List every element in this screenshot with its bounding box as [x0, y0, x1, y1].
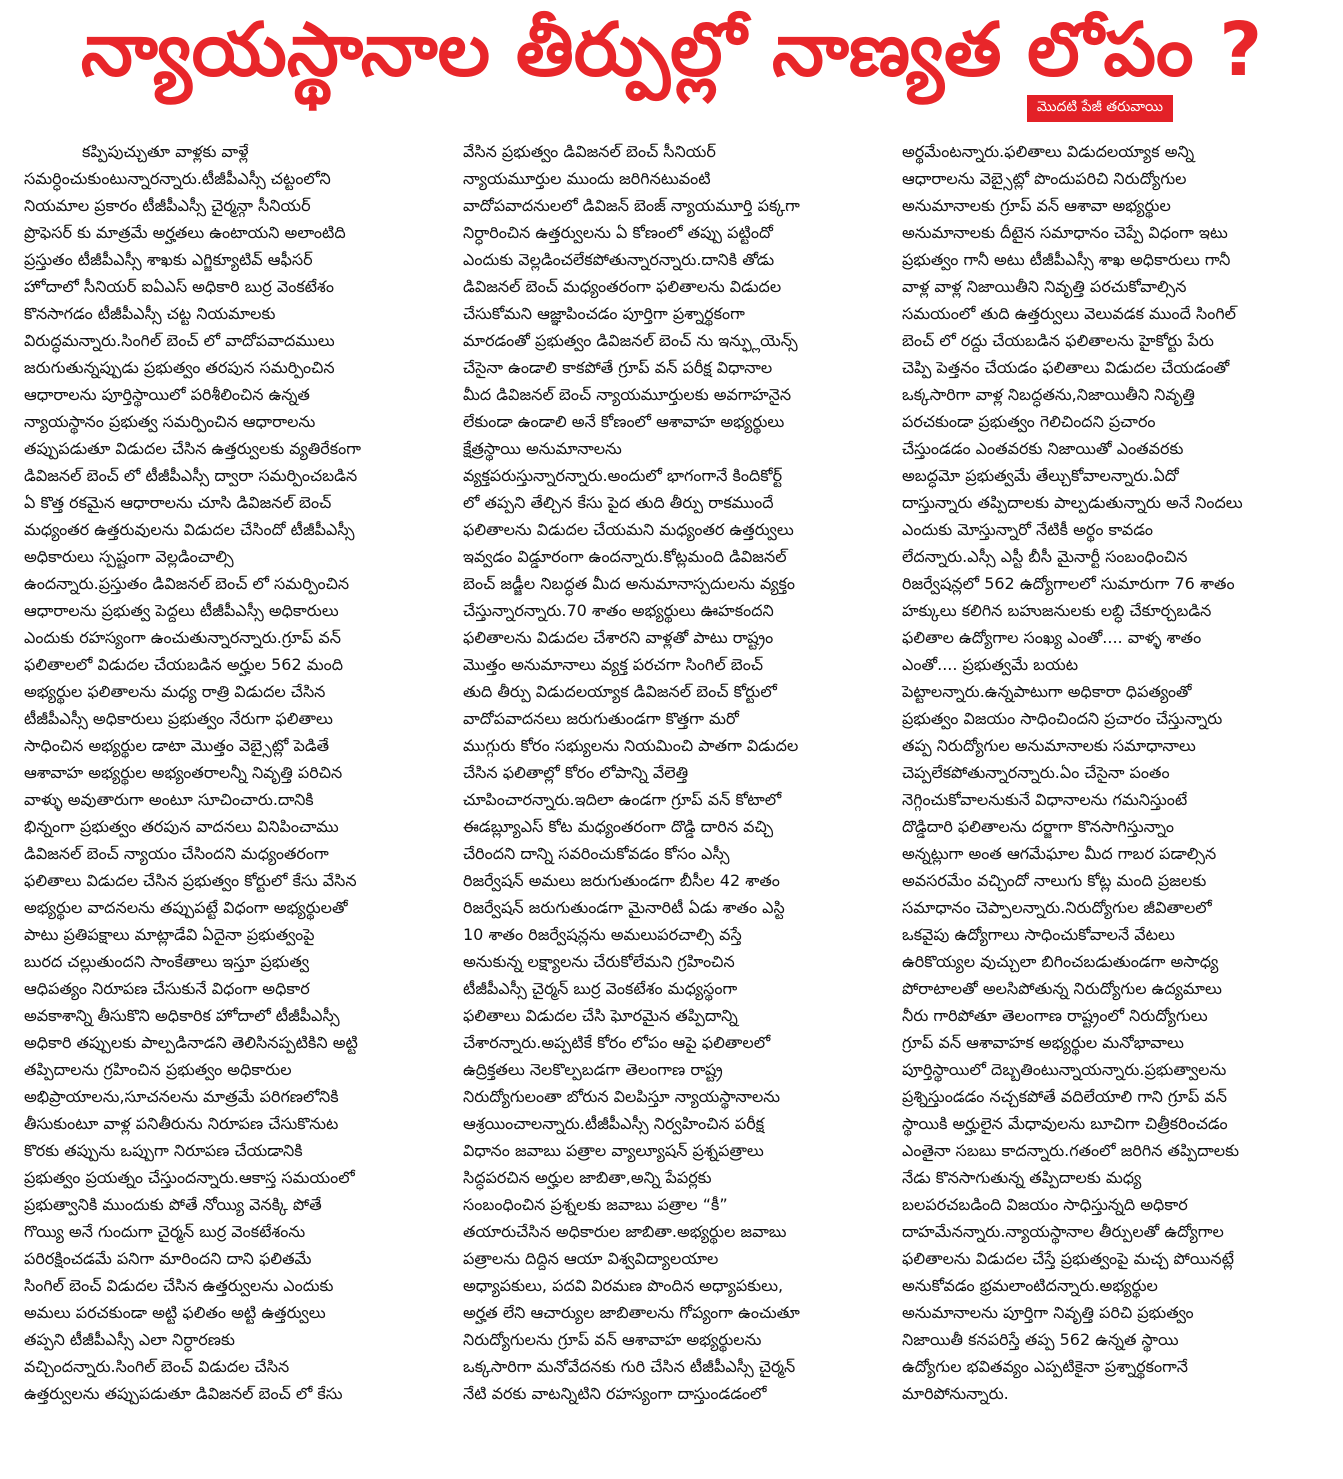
article-text-line: రిజర్వేషన్ జరుగుతుండగా మైనారిటీ ఏడు శాతం ఎస్టి [463, 898, 785, 918]
article-text-line: సమయంలో తుది ఉత్తర్వులు వెలువడక ముందే సింగిల్ [902, 304, 1237, 324]
article-text-line: అనుమానాలకు గ్రూప్ వన్ ఆశావా అభ్యర్థుల [902, 196, 1171, 216]
article-text-line: ప్రస్తుతం టీజీపీఎస్సీ శాఖకు ఎగ్జిక్యూటివ్ ఆఫీసర్ [24, 250, 313, 270]
article-text-line: తప్పుపడుతూ విడుదల చేసిన ఉత్తర్వులకు వ్యతిరేకంగా [24, 439, 361, 459]
article-text-line: చేరిందని దాన్ని సవరించుకోవడం కోసం ఎస్సీ [463, 844, 730, 864]
article-text-line: ఫలితాలు విడుదల చేసిన ప్రభుత్వం కోర్టులో కేసు వేసిన [24, 871, 357, 891]
article-text-line: తప్పిదాలను గ్రహించిన ప్రభుత్వం అధికారుల [24, 1060, 292, 1080]
article-text-line: ప్రశ్నిస్తుండడం నచ్చకపోతే వదిలేయాలి గాని గ్రూప్ వన్ [902, 1087, 1228, 1107]
article-text-line: చూపించారన్నారు.ఇదిలా ఉండగా గ్రూప్ వన్ కోటాలో [463, 790, 782, 810]
article-text-line: బెంచ్ జడ్జీల నిబద్ధత మీద అనుమానాస్పదులను వ్యక్తం [463, 574, 796, 594]
article-text-line: తుది తీర్పు విడుదలయ్యాక డివిజనల్ బెంచ్ కోర్టులో [463, 682, 777, 702]
article-text-line: ఉందన్నారు.ప్రస్తుతం డివిజనల్ బెంచ్ లో సమర్పించిన [24, 574, 350, 594]
article-text-line: ఫలితాలను విడుదల చేశారని వాళ్లతో పాటు రాష్ట్రం [463, 628, 774, 648]
article-text-line: అనుమానాలను పూర్తిగా నివృత్తి పరిచి ప్రభుత్వం [902, 1303, 1194, 1323]
article-text-line: సంబంధించిన ప్రశ్నలకు జవాబు పత్రాల “కీ” [463, 1195, 728, 1215]
article-text-line: పరచకుండా ప్రభుత్వం గెలిచిందని ప్రచారం [902, 412, 1156, 432]
article-text-line: ఆధారాలను వెబ్సైట్లో పొందుపరిచి నిరుద్యోగుల [902, 169, 1187, 189]
article-text-line: ఉద్యోగుల భవితవ్యం ఎప్పటికైనా ప్రశ్నార్థకంగానే [902, 1357, 1189, 1377]
article-text-line: ఒక్కసారిగా మనోవేదనకు గురి చేసిన టీజీపీఎస్సీ చైర్మన్ [463, 1357, 796, 1377]
article-text-line: ప్రభుత్వం విజయం సాధించిందని ప్రచారం చేస్తున్నారు [902, 709, 1223, 729]
article-text-line: ఒక్కసారిగా వాళ్ల నిబద్ధతను,నిజాయితీని నివృత్తి [902, 385, 1195, 405]
article-text-line: కొరకు తప్పును ఒప్పుగా నిరూపణ చేయడానికి [24, 1141, 303, 1161]
article-text-line: వాదోపవాదనులలో డివిజన్ బెంజ్ న్యాయమూర్తి పక్కగా [463, 196, 800, 216]
article-text-line: మీద డివిజనల్ బెంచ్ న్యాయమూర్తులకు అవగాహనైన [463, 385, 792, 405]
article-text-line: అభ్యర్థుల వాదనలను తప్పుపట్టే విధంగా అభ్యర్థులతో [24, 898, 348, 918]
article-text-line: ఒకవైపు ఉద్యోగాలు సాధించుకోవాలనే వేటలు [902, 925, 1175, 945]
article-text-line: తప్ప నిరుద్యోగుల అనుమానాలకు సమాధానాలు [902, 736, 1196, 756]
article-text-line: ఉత్తర్వులను తప్పుపడుతూ డివిజనల్ బెంచ్ లో కేసు [24, 1384, 343, 1404]
article-text-line: డివిజనల్ బెంచ్ న్యాయం చేసిందని మధ్యంతరంగా [24, 844, 329, 864]
article-text-line: ముగ్గురు కోరం సభ్యులను నియమించి పాతగా విడుదల [463, 736, 799, 756]
article-text-line: పాటు ప్రతిపక్షాలు మాట్లాడేవి ఏదైనా ప్రభుత్వంపై [24, 925, 315, 945]
article-text-line: ఎంతో.... ప్రభుత్వమే బయట [902, 655, 1079, 675]
article-text-line: ఫలితాలను విడుదల చేస్తే ప్రభుత్వంపై మచ్చ పోయినట్లే [902, 1249, 1234, 1269]
article-text-line: బెంచ్ లో రద్దు చేయబడిన ఫలితాలను హైకోర్టు పేరు [902, 331, 1214, 351]
article-text-line: చేశారన్నారు.అప్పటికే కోరం లోపం ఆపై ఫలితాలలో [463, 1033, 771, 1053]
article-text-line: తయారుచేసిన అధికారుల జాబితా.అభ్యర్థుల జవాబు [463, 1222, 787, 1242]
article-text-line: సిద్ధపరచిన అర్హుల జాబితా,అన్ని పేపర్లకు [463, 1168, 712, 1188]
article-text-line: నియమాల ప్రకారం టీజీపీఎస్సీ చైర్మన్గా సీనియర్ [24, 196, 311, 216]
article-text-line: దాహమేనన్నారు.న్యాయస్థానాల తీర్పులతో ఉద్యోగాల [902, 1222, 1224, 1242]
article-text-line: చేస్తున్నారన్నారు.70 శాతం అభ్యర్థులు ఊహకందని [463, 601, 774, 621]
article-text-line: విరుద్ధమన్నారు.సింగిల్ బెంచ్ లో వాదోపవాదములు [24, 331, 335, 351]
article-text-line: ఎందుకు మోస్తున్నారో నేటికీ అర్థం కావడం [902, 520, 1154, 540]
article-text-line: అర్థమేంటన్నారు.ఫలితాలు విడుదలయ్యాక అన్ని [902, 142, 1195, 162]
article-column-1 [24, 138, 441, 1407]
article-text-line: వాళ్ళు అవుతారుగా అంటూ సూచించారు.దానికి [24, 790, 314, 810]
article-text-line: నీరు గారిపోతూ తెలంగాణ రాష్ట్రంలో నిరుద్యోగులు [902, 1006, 1208, 1026]
article-text-line: వాళ్ల వాళ్ల నిజాయితీని నివృత్తి పరచుకోవాల్సిన [902, 277, 1187, 297]
article-text-line: ప్రభుత్వం గానీ అటు టీజీపీఎస్సీ శాఖ అధికారులు గానీ [902, 250, 1231, 270]
article-text-line: చెప్పలేకపోతున్నారన్నారు.ఏం చేసైనా పంతం [902, 763, 1170, 783]
article-text-line: వాదోపవాదనలు జరుగుతుండగా కొత్తగా మరో [463, 709, 739, 729]
badge-row [24, 95, 1319, 122]
article-text-line: పరిరక్షించడమే పనిగా మారిందని దాని ఫలితమే [24, 1249, 312, 1269]
article-text-line: సింగిల్ బెంచ్ విడుదల చేసిన ఉత్తర్వులను ఎందుకు [24, 1276, 334, 1296]
article-text-line: నిరుద్యోగులను గ్రూప్ వన్ ఆశావాహ అభ్యర్థులను [463, 1330, 762, 1350]
article-text-line: స్థాయికి అర్హులైన మేధావులను బూచిగా చిత్రీకరించడం [902, 1114, 1228, 1134]
article-text-line: మొత్తం అనుమానాలు వ్యక్త పరచగా సింగిల్ బెంచ్ [463, 655, 764, 675]
article-text-line: న్యాయస్థానం ప్రభుత్వ సమర్పించిన ఆధారాలను [24, 412, 316, 432]
article-column-2 [463, 138, 880, 1407]
article-text-line: దాస్తున్నారు తప్పిదాలకు పాల్పడుతున్నారు అనే నిందలు [902, 493, 1243, 513]
article-text-line: రిజర్వేషన్లలో 562 ఉద్యోగాలలో సుమారుగా 76 శాతం [902, 574, 1235, 594]
article-text-line: బలపరచబడింది విజయం సాధిస్తున్నది అధికార [902, 1195, 1188, 1215]
article-text-line: ఎందుకు రహస్యంగా ఉంచుతున్నారన్నారు.గ్రూప్ వన్ [24, 628, 341, 648]
article-text-line: నెగ్గించుకోవాలనుకునే విధానాలను గమనిస్తుంటే [902, 790, 1188, 810]
article-text-line: పోరాటాలతో అలసిపోతున్న నిరుద్యోగుల ఉద్యమాలు [902, 979, 1222, 999]
article-text-line: అనుమానాలకు దీటైన సమాధానం చెప్పే విధంగా ఇటు [902, 223, 1228, 243]
article-text-line: అధికారి తప్పులకు పాల్పడినాడని తెలిసినప్పటికిని అట్టి [24, 1033, 358, 1053]
article-text-line: ఈడబ్ల్యూఎస్ కోట మధ్యంతరంగా దొడ్డి దారిన వచ్చి [463, 817, 774, 837]
article-text-line: చేసుకోమని ఆజ్ఞాపించడం పూర్తిగా ప్రశ్నార్థకంగా [463, 304, 745, 324]
article-column-3 [902, 138, 1319, 1407]
article-text-line: టీజీపీఎస్సీ చైర్మన్ బుర్ర వెంకటేశం మధ్యస్థంగా [463, 979, 738, 999]
article-text-line: వ్యక్తపరుస్తున్నారన్నారు.అందులో భాగంగానే కిందికోర్ట్ [463, 466, 783, 486]
article-text-line: రిజర్వేషన్ అమలు జరుగుతుండగా బీసీల 42 శాతం [463, 871, 780, 891]
article-text-line: చేసిన ఫలితాల్లో కోరం లోపాన్ని వేలెత్తి [463, 763, 689, 783]
article-body [24, 138, 1319, 1407]
article-text-line: క్షేత్రస్థాయి అనుమానాలను [463, 439, 622, 459]
article-text-line: అన్నట్లుగా అంత ఆగమేఘాల మీద గాబర పడాల్సిన [902, 844, 1217, 864]
article-text-line: అనుకోవడం భ్రమలాంటిదన్నారు.అభ్యర్థుల [902, 1276, 1158, 1296]
article-text-line: గొయ్యి అనే గుందుగా చైర్మన్ బుర్ర వెంకటేశంను [24, 1222, 306, 1242]
article-text-line: ఉద్రిక్తతలు నెలకొల్పబడగా తెలంగాణ రాష్ట్ర [463, 1060, 723, 1080]
article-text-line: అనుకున్న లక్ష్యాలను చేరుకోలేమని గ్రహించిన [463, 952, 735, 972]
article-text-line: ప్రభుత్వానికి ముందుకు పోతే నోయ్యి వెనక్కి పోతే [24, 1195, 322, 1215]
article-text-line: ప్రభుత్వం ప్రయత్నం చేస్తుందన్నారు.ఆకాస్త సమయంలో [24, 1168, 355, 1188]
article-text-line: అర్హత లేని ఆచార్యుల జాబితాలను గోప్యంగా ఉంచుతూ [463, 1303, 800, 1323]
article-text-line: అభ్యర్థుల ఫలితాలను మధ్య రాత్రి విడుదల చేసిన [24, 682, 326, 702]
article-text-line: మధ్యంతర ఉత్తరువులను విడుదల చేసిందో టీజీపీఎస్సీ [24, 520, 355, 540]
article-text-line: తీసుకుంటూ వాళ్ల పనితీరును నిరూపణ చేసుకొనుట [24, 1114, 339, 1134]
article-text-line: ఫలితాల ఉద్యోగాల సంఖ్య ఎంతో.... వాళ్ళ శాతం [902, 628, 1202, 648]
article-text-line: ఆశావాహ అభ్యర్థుల అభ్యంతరాలన్నీ నివృత్తి పరిచిన [24, 763, 343, 783]
headline: న్యాయస్థానాల తీర్పుల్లో నాణ్యత లోపం ? [80, 7, 1263, 93]
article-text-line: నేటి వరకు వాటన్నిటిని రహస్యంగా దాస్తుండడంలో [463, 1384, 767, 1404]
article-text-line: ఆశ్రయించాలన్నారు.టీజీపీఎస్సీ నిర్వహించిన పరీక్ష [463, 1114, 765, 1134]
article-text-line: ప్రొఫెసర్ కు మాత్రమే అర్హతలు ఉంటాయని అలాంటిది [24, 223, 346, 243]
article-text-line: ఉరికొయ్యల వుచ్చులా బిగించబడుతుండగా అసాధ్య [902, 952, 1219, 972]
article-text-line: వచ్చిందన్నారు.సింగిల్ బెంచ్ విడుదల చేసిన [24, 1357, 290, 1377]
article-text-line: దొడ్డిదారి ఫలితాలను దర్జాగా కొనసాగిస్తున్నాం [902, 817, 1174, 837]
article-text-line: తప్పని టీజీపీఎస్సీ ఎలా నిర్ధారణకు [24, 1330, 235, 1350]
article-text-line: పెట్టాలన్నారు.ఉన్నపాటుగా అధికారా ధిపత్యంతో [902, 682, 1192, 702]
article-text-line: కప్పిపుచ్చుతూ వాళ్లకు వాళ్లే [82, 142, 249, 162]
article-text-line: విధానం జవాబు పత్రాల వ్యాల్యూషన్ ప్రశ్నపత్రాలు [463, 1141, 764, 1161]
article-text-line: బురద చల్లుతుందని సాంకేతాలు ఇస్తూ ప్రభుత్వ [24, 952, 310, 972]
article-text-line: చేస్తుండడం ఎంతవరకు నిజాయితో ఎంతవరకు [902, 439, 1184, 459]
article-text-line: ఎంతైనా సబబు కాదన్నారు.గతంలో జరిగిన తప్పిదాలకు [902, 1141, 1240, 1161]
continued-from-front-page-badge: మొదటి పేజీ తరువాయి [1027, 95, 1173, 122]
article-text-line: గ్రూప్ వన్ ఆశావాహక అభ్యర్థుల మనోభావాలు [902, 1033, 1184, 1053]
article-text-line: లేకుండా ఉండాలి అనే కోణంలో ఆశావాహ అభ్యర్థులు [463, 412, 785, 432]
article-text-line: అమలు పరచకుండా అట్టి ఫలితం అట్టి ఉత్తర్వులు [24, 1303, 326, 1323]
article-text-line: నిజాయితీ కనపరిస్తే తప్ప 562 ఉన్నత స్థాయి [902, 1330, 1179, 1350]
article-text-line: ఆధారాలను ప్రభుత్వ పెద్దలు టీజీపీఎస్సీ అధికారులు [24, 601, 339, 621]
article-text-line: న్యాయమూర్తుల ముందు జరిగినటువంటి [463, 169, 711, 189]
article-text-line: పూర్తిస్థాయిలో దెబ్బతింటున్నాయన్నారు.ప్రభుత్వాలను [902, 1060, 1227, 1080]
article-text-line: చేసైనా ఉండాలి కాకపోతే గ్రూప్ వన్ పరీక్ష విధానాల [463, 358, 773, 378]
article-text-line: నిరుద్యోగులంతా బోరున విలపిస్తూ న్యాయస్థానాలను [463, 1087, 781, 1107]
article-text-line: సమాధానం చెప్పాలన్నారు.నిరుద్యోగుల జీవితాలలో [902, 898, 1212, 918]
article-text-line: డివిజనల్ బెంచ్ లో టీజీపీఎస్సీ ద్వారా సమర్పించబడిన [24, 466, 358, 486]
article-text-line: మారిపోనున్నారు. [902, 1384, 1009, 1404]
article-text-line: లేదన్నారు.ఎస్సీ ఎస్టీ బీసీ మైనార్టీ సంబంధించిన [902, 547, 1188, 567]
article-text-line: ఆధిపత్యం నిరూపణ చేసుకునే విధంగా అధికార [24, 979, 310, 999]
article-text-line: అధ్యాపకులు, పదవి విరమణ పొందిన అధ్యాపకులు, [463, 1276, 784, 1296]
article-text-line: 10 శాతం రిజర్వేషన్లను అమలుపరచాల్సి వస్తే [463, 925, 742, 945]
article-text-line: అవసరమేం వచ్చిందో నాలుగు కోట్ల మంది ప్రజలకు [902, 871, 1207, 891]
article-text-line: అవకాశాన్ని తీసుకొని అధికారిక హోదాలో టీజీపీఎస్సీ [24, 1006, 340, 1026]
article-text-line: అబద్ధమో ప్రభుత్వమే తేల్చుకోవాలన్నారు.ఏదో [902, 466, 1179, 486]
article-text-line: మారడంతో ప్రభుత్వం డివిజనల్ బెంచ్ ను ఇన్ఫ్లుయెన్స్ [463, 331, 798, 351]
article-text-line: జరుగుతున్నప్పుడు ప్రభుత్వం తరపున సమర్పించిన [24, 358, 335, 378]
article-text-line: కొనసాగడం టీజీపీఎస్సీ చట్ట నియమాలకు [24, 304, 276, 324]
article-text-line: నిర్ధారించిన ఉత్తర్వులను ఏ కోణంలో తప్పు పట్టిందో [463, 223, 773, 243]
article-text-line: సమర్ధించుకుంటున్నారన్నారు.టీజీపీఎస్సీ చట్టంలోని [24, 169, 331, 189]
article-text-line: నేడు కొనసాగుతున్న తప్పిదాలకు మధ్య [902, 1168, 1142, 1188]
article-text-line: అభిప్రాయాలను,సూచనలను మాత్రమే పరిగణలోనికి [24, 1087, 339, 1107]
article-text-line: భిన్నంగా ప్రభుత్వం తరపున వాదనలు వినిపించాము [24, 817, 339, 837]
article-text-line: ఏ కొత్త రకమైన ఆధారాలను చూసి డివిజనల్ బెంచ్ [24, 493, 332, 513]
article-text-line: పత్రాలను దిద్దిన ఆయా విశ్వవిద్యాలయాల [463, 1249, 719, 1269]
article-text-line: సాధించిన అభ్యర్థుల డాటా మొత్తం వెబ్సైట్లో పెడితే [24, 736, 330, 756]
article-text-line: చెప్పి పెత్తనం చేయడం ఫలితాలు విడుదల చేయడంతో [902, 358, 1230, 378]
article-text-line: అధికారులు స్పష్టంగా వెల్లడించాల్సి [24, 547, 234, 567]
article-text-line: టీజీపీఎస్సీ అధికారులు ప్రభుత్వం నేరుగా ఫలితాలు [24, 709, 333, 729]
article-text-line: హోదాలో సీనియర్ ఐఏఎస్ అధికారి బుర్ర వెంకటేశం [24, 277, 334, 297]
article-text-line: డివిజనల్ బెంచ్ మధ్యంతరంగా ఫలితాలను విడుదల [463, 277, 782, 297]
article-text-line: ఆధారాలను పూర్తిస్థాయిలో పరిశీలించిన ఉన్నత [24, 385, 310, 405]
article-text-line: ఫలితాలు విడుదల చేసి ఘోరమైన తప్పిదాన్ని [463, 1006, 738, 1026]
article-text-line: వేసిన ప్రభుత్వం డివిజనల్ బెంచ్ సీనియర్ [463, 142, 716, 162]
article-text-line: ఫలితాలలో విడుదల చేయబడిన అర్హుల 562 మంది [24, 655, 344, 675]
article-text-line: లో తప్పని తేల్చిన కేసు పైద తుది తీర్పు రాకముందే [463, 493, 774, 513]
article-text-line: ఎందుకు వెల్లడించలేకపోతున్నారన్నారు.దానికి తోడు [463, 250, 775, 270]
article-text-line: ఇవ్వడం విడ్డూరంగా ఉందన్నారు.కోట్లమంది డివిజనల్ [463, 547, 787, 567]
article-text-line: ఫలితాలను విడుదల చేయమని మధ్యంతర ఉత్తర్వులు [463, 520, 794, 540]
article-text-line: హక్కులు కలిగిన బహుజనులకు లబ్ధి చేకూర్చబడిన [902, 601, 1212, 621]
